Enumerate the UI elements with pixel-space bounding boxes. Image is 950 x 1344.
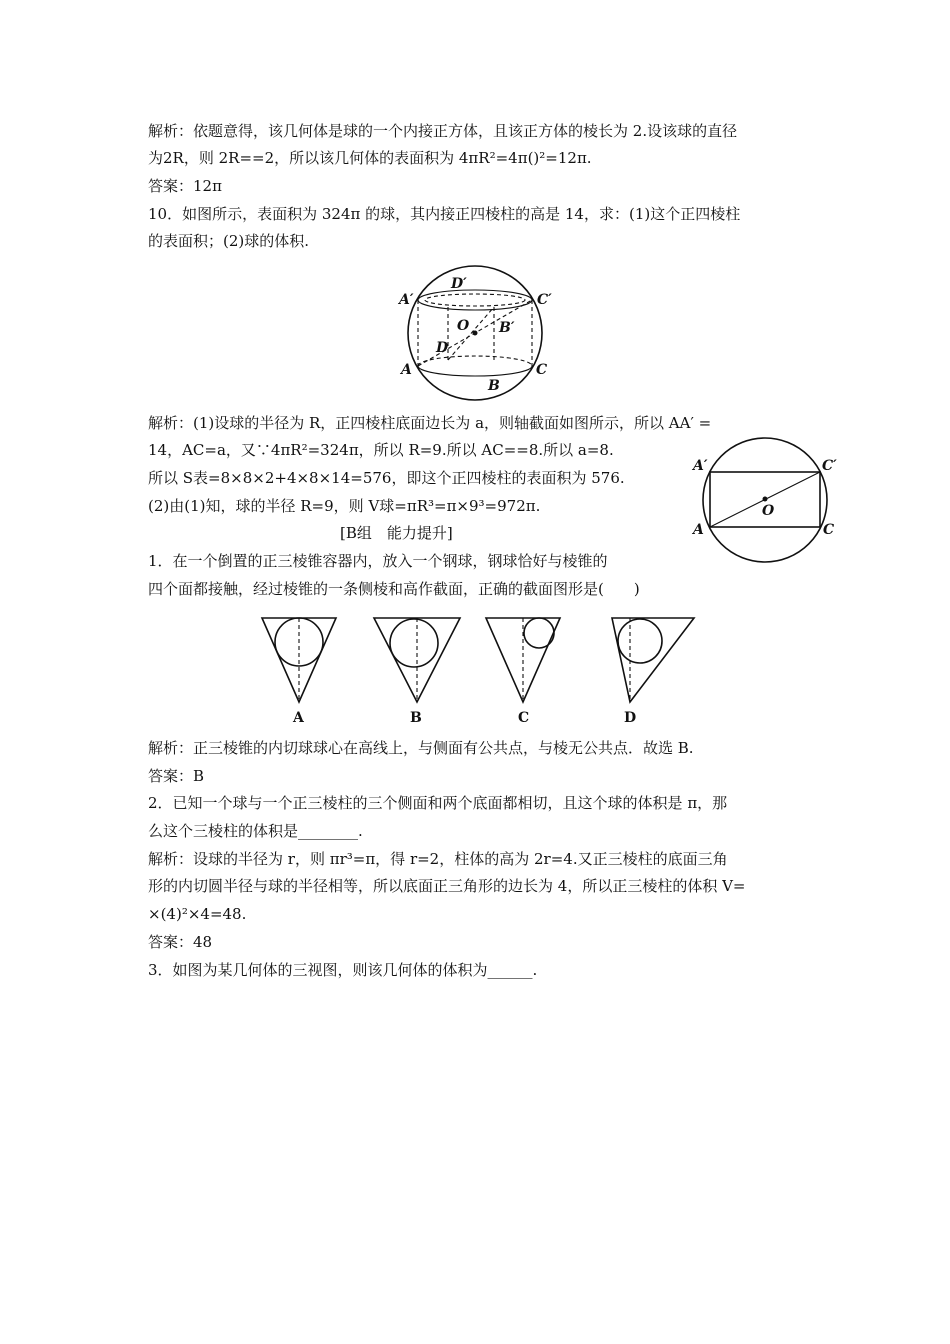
option-c-label: C [518, 710, 530, 726]
text-line-l15: 2．已知一个球与一个正三棱柱的三个侧面和两个底面都相切，且这个球的体积是 π，那 [148, 794, 728, 812]
option-b-circle [390, 619, 438, 667]
text-line-l2: 为2R，则 2R==2，所以该几何体的表面积为 4πR²=4π()²=12π. [148, 149, 592, 167]
text-line-l20: 答案：48 [148, 933, 213, 951]
text-line-l1: 解析：依题意得，该几何体是球的一个内接正方体，且该正方体的棱长为 2.设该球的直径 [148, 122, 738, 140]
bottom-ellipse-front [418, 366, 532, 376]
label-b: B [488, 378, 500, 394]
cross-center [763, 497, 768, 502]
option-d-figure [610, 616, 700, 726]
top-ellipse-front [418, 290, 532, 310]
label-d: D [436, 340, 449, 356]
bottom-ellipse-back [418, 356, 532, 366]
text-line-l19: ×(4)²×4=48. [148, 905, 247, 923]
label-o: O [457, 318, 470, 334]
option-a-figure [260, 616, 340, 726]
option-a-label: A [293, 710, 304, 726]
text-line-l21: 3．如图为某几何体的三视图，则该几何体的体积为______. [148, 961, 538, 979]
option-c-circle [524, 618, 554, 648]
text-line-l5: 的表面积；(2)球的体积. [148, 232, 310, 250]
option-d-circle [618, 619, 662, 663]
cross-section-figure [690, 438, 840, 568]
label2-c1: C′ [822, 458, 837, 474]
text-line-l9: (2)由(1)知，球的半径 R=9，则 V球=πR³=π×9³=972π. [148, 497, 541, 515]
option-d-triangle [612, 618, 694, 702]
text-line-l16: 么这个三棱柱的体积是________. [148, 822, 363, 840]
option-d-label: D [624, 710, 637, 726]
label2-a1: A′ [693, 458, 708, 474]
label2-a: A [693, 522, 704, 538]
label-c: C [536, 362, 548, 378]
label-c1: C′ [537, 292, 552, 308]
text-line-l7: 14，AC=a，又∵4πR²=324π，所以 R=9.所以 AC==8.所以 a=8. [148, 441, 614, 459]
text-line-l13: 解析：正三棱锥的内切球球心在高线上，与侧面有公共点，与棱无公共点．故选 B. [148, 739, 694, 757]
option-b-label: B [410, 710, 422, 726]
text-line-l4: 10．如图所示，表面积为 324π 的球，其内接正四棱柱的高是 14，求：(1)这个正四棱柱 [148, 205, 741, 223]
text-line-l17: 解析：设球的半径为 r，则 πr³=π，得 r=2，柱体的高为 2r=4.又正三棱柱的底面三角 [148, 850, 728, 868]
label-a: A [401, 362, 412, 378]
text-line-l12: 四个面都接触，经过棱锥的一条侧棱和高作截面，正确的截面图形是( ) [148, 580, 640, 598]
text-line-l3: 答案：12π [148, 177, 222, 195]
text-line-l8: 所以 S表=8×8×2+4×8×14=576，即这个正四棱柱的表面积为 576. [148, 469, 625, 487]
sphere-prism-figure [395, 270, 555, 400]
text-line-l11: 1．在一个倒置的正三棱锥容器内，放入一个钢球，钢球恰好与棱锥的 [148, 552, 608, 570]
label-b1: B′ [499, 320, 515, 336]
label2-c: C [823, 522, 835, 538]
text-line-l14: 答案：B [148, 767, 205, 785]
top-inner-ellipse [425, 294, 525, 306]
center-point [473, 331, 478, 336]
text-line-l6: 解析：(1)设球的半径为 R，正四棱柱底面边长为 a，则轴截面如图所示，所以 AA′ = [148, 414, 712, 432]
option-c-figure [484, 616, 564, 726]
label-a1: A′ [399, 292, 414, 308]
label2-o: O [762, 503, 775, 519]
text-line-l18: 形的内切圆半径与球的半径相等，所以底面正三角形的边长为 4，所以正三棱柱的体积 V= [148, 877, 746, 895]
diagonal-inner [448, 307, 494, 360]
section-heading: [B组 能力提升] [340, 524, 453, 542]
option-b-figure [372, 616, 452, 726]
label-d1: D′ [451, 276, 467, 292]
